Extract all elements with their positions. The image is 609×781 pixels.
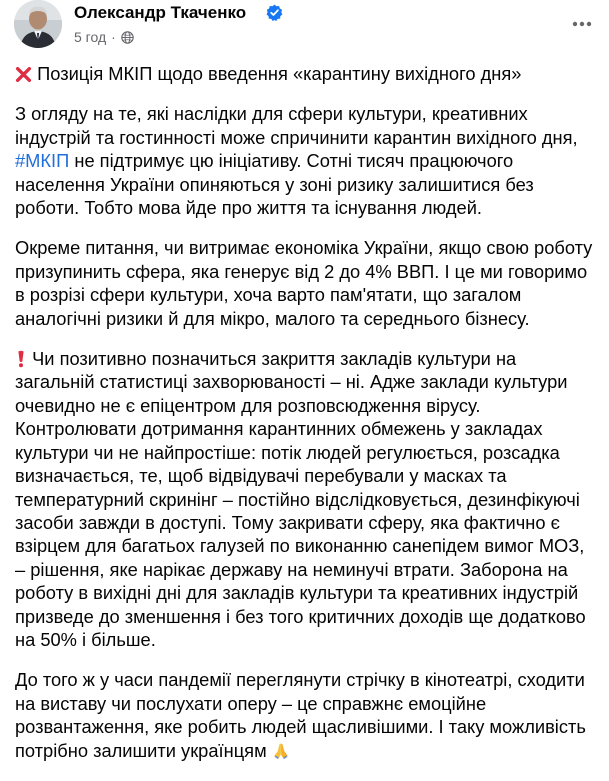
more-options-button[interactable] xyxy=(570,12,594,36)
folded-hands-icon xyxy=(272,742,290,760)
paragraph-text: Окреме питання, чи витримає економіка України, якщо свою роботу призупинить сфера, яка генерує від 2 до 4% ВВП. І це ми говоримо в розрізі сфери культури, хоча варто пам'ятати, що загалом аналогічні ризики й для мікро, малого та середнього бізнесу. xyxy=(15,237,593,329)
post-header xyxy=(14,0,594,54)
post-body xyxy=(15,62,597,779)
paragraph-text: До того ж у часи пандемії переглянути стрічку в кінотеатрі, сходити на виставу чи послухати оперу – це справжнє емоційне розвантаження, яке робить людей щасливішими. І таку можливість потрібно залишити українцям xyxy=(15,669,586,761)
more-options-icon xyxy=(572,21,592,27)
post-paragraph-2 xyxy=(15,102,597,219)
post-timestamp[interactable]: 5 год xyxy=(74,29,107,45)
meta-separator: · xyxy=(111,29,116,45)
exclamation-icon xyxy=(15,350,27,368)
x-mark-icon xyxy=(15,66,32,83)
author-name[interactable]: Олександр Ткаченко xyxy=(74,3,247,22)
post-paragraph-3 xyxy=(15,236,597,330)
author-avatar[interactable] xyxy=(14,0,62,48)
verified-badge-icon xyxy=(266,4,283,21)
paragraph-text: З огляду на те, які наслідки для сфери культури, креативних індустрій та гостинності може спричинити карантин вихідного дня, xyxy=(15,103,578,148)
paragraph-text: Чи позитивно позначиться закриття закладів культури на загальній статистиці захворюваності – ні. Адже заклади культури очевидно не є епіцентром для розповсюдження вірусу. Контролювати дотримання карантинних обмежень у закладах культури чи не найпростіше: потік людей регулюється, розсадка визначається, те, щоб відвідувачі перебували у масках та температурний скринінг – постійно відслідковується, дезинфікуючі засоби завжди в доступі. Тому закривати сферу, яка фактично є взірцем для багатьох галузей по виконанню санепідем вимог МОЗ, – рішення, яке нарікає державу на неминучі втрати. Заборона на роботу в вихідні дні для закладів культури та креативних індустрій призведе до зменшення і без того критичних доходів ще додатково на 50% і більше. xyxy=(15,348,586,650)
post-paragraph-5 xyxy=(15,668,597,762)
hashtag-link[interactable]: #МКІП xyxy=(15,150,70,172)
post-paragraph-4 xyxy=(15,347,597,651)
avatar-photo-icon xyxy=(14,0,62,48)
post-paragraph-1 xyxy=(15,62,597,85)
post-meta xyxy=(74,28,134,46)
paragraph-text: не підтримує цю ініціативу. Сотні тисяч працюючого населення України опиняються у зоні ризику залишитися без роботи. Тобто мова йде про життя та існування людей. xyxy=(15,150,534,219)
post-headline: Позиція МКІП щодо введення «карантину вихідного дня» xyxy=(37,63,522,84)
globe-icon xyxy=(121,31,134,44)
